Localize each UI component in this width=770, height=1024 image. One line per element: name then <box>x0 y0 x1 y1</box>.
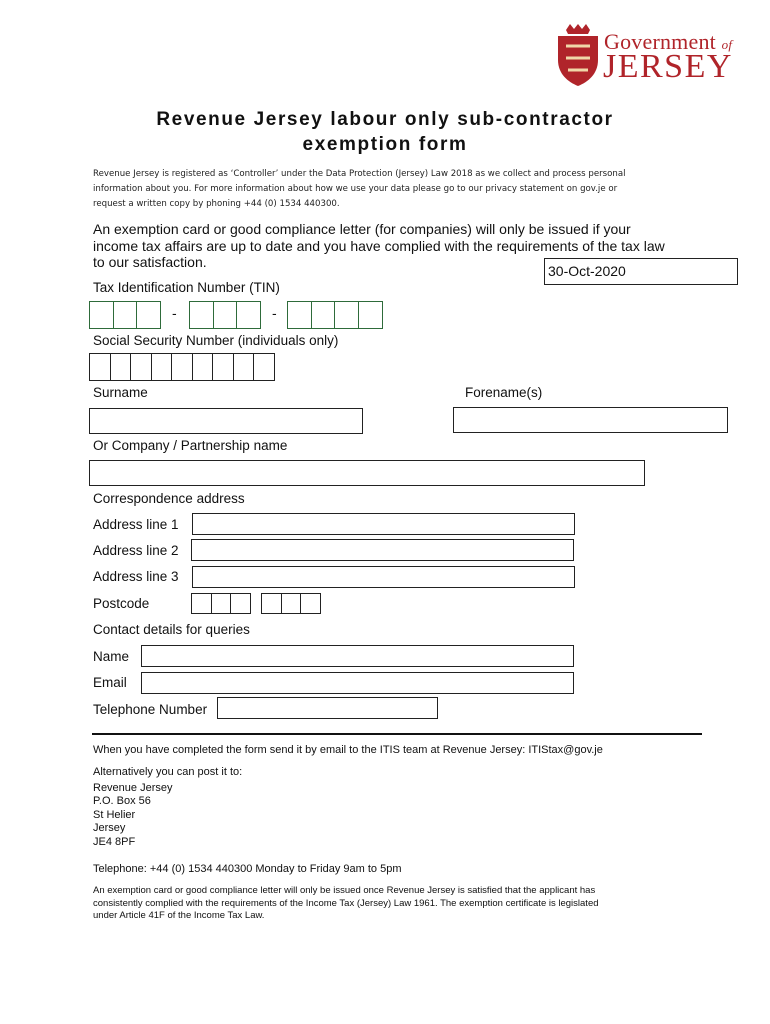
postcode-char-box[interactable] <box>281 593 302 614</box>
ssn-char-box[interactable] <box>151 353 173 381</box>
telephone-label: Telephone Number <box>93 702 208 717</box>
tin-digit-box[interactable] <box>358 301 383 329</box>
address-line3-label: Address line 3 <box>93 569 179 584</box>
postcode-part-2[interactable] <box>261 593 320 614</box>
ssn-char-box[interactable] <box>253 353 275 381</box>
name-field[interactable] <box>141 645 574 667</box>
tin-digit-box[interactable] <box>136 301 161 329</box>
postcode-char-box[interactable] <box>230 593 251 614</box>
tin-separator-1: - <box>172 305 177 321</box>
tin-digit-box[interactable] <box>287 301 312 329</box>
forename-field[interactable] <box>453 407 728 433</box>
intro-line-3: to our satisfaction. <box>93 254 207 270</box>
ssn-char-box[interactable] <box>89 353 111 381</box>
address-line: P.O. Box 56 <box>93 795 151 808</box>
email-field[interactable] <box>141 672 574 694</box>
tin-digit-box[interactable] <box>334 301 359 329</box>
note-line-3: under Article 41F of the Income Tax Law. <box>93 910 265 922</box>
postcode-char-box[interactable] <box>211 593 232 614</box>
address-line: Jersey <box>93 822 126 835</box>
postcode-char-box[interactable] <box>191 593 212 614</box>
note-line-1: An exemption card or good compliance letter will only be issued once Revenue Jersey is satisfied that the applicant has <box>93 885 596 896</box>
ssn-char-box[interactable] <box>212 353 234 381</box>
postcode-part-1[interactable] <box>191 593 250 614</box>
ssn-char-box[interactable] <box>130 353 152 381</box>
email-label: Email <box>93 675 127 690</box>
compliance-note <box>93 885 693 923</box>
date-value: 30-Oct-2020 <box>548 263 626 279</box>
date-field[interactable] <box>544 258 738 285</box>
address-line: St Helier <box>93 808 136 821</box>
company-name-field[interactable] <box>89 460 645 486</box>
tin-digit-box[interactable] <box>89 301 114 329</box>
title-line-1: Revenue Jersey labour only sub-contractor <box>156 109 614 130</box>
ssn-char-box[interactable] <box>192 353 214 381</box>
post-instruction: Alternatively you can post it to: <box>93 766 243 778</box>
postal-address <box>93 782 173 849</box>
address-line1-label: Address line 1 <box>93 517 179 532</box>
ssn-label: Social Security Number (individuals only) <box>93 333 339 348</box>
postcode-char-box[interactable] <box>300 593 321 614</box>
address-line2-field[interactable] <box>191 539 574 561</box>
tin-segment-1[interactable] <box>89 301 160 329</box>
telephone-field[interactable] <box>217 697 438 719</box>
privacy-line-3: request a written copy by phoning +44 (0) 1534 440300. <box>93 199 340 209</box>
privacy-line-1: Revenue Jersey is registered as ‘Controller’ under the Data Protection (Jersey) Law 2018 as we collect and process personal <box>93 169 626 179</box>
address-line: JE4 8PF <box>93 835 136 848</box>
forename-label: Forename(s) <box>465 385 543 400</box>
send-instruction: When you have completed the form send it by email to the ITIS team at Revenue Jersey: ITIStax@gov.je <box>93 744 603 756</box>
tin-separator-2: - <box>272 305 277 321</box>
privacy-notice <box>93 167 693 212</box>
telephone-info: Telephone: +44 (0) 1534 440300 Monday to Friday 9am to 5pm <box>93 863 402 875</box>
intro-line-1: An exemption card or good compliance letter (for companies) will only be issued if your <box>93 221 631 237</box>
tin-segment-2[interactable] <box>189 301 260 329</box>
title-line-2: exemption form <box>302 134 468 155</box>
tin-label: Tax Identification Number (TIN) <box>93 280 280 295</box>
tin-digit-box[interactable] <box>113 301 138 329</box>
tin-digit-box[interactable] <box>213 301 238 329</box>
ssn-char-box[interactable] <box>171 353 193 381</box>
surname-label: Surname <box>93 385 148 400</box>
tin-digit-box[interactable] <box>311 301 336 329</box>
jersey-crest-icon <box>556 24 600 88</box>
address-line2-label: Address line 2 <box>93 543 179 558</box>
name-label: Name <box>93 649 130 664</box>
section-divider <box>92 733 702 735</box>
page-title <box>0 107 770 157</box>
privacy-line-2: information about you. For more information about how we use your data please go to our privacy statement on gov.je or <box>93 184 618 194</box>
ssn-char-box[interactable] <box>110 353 132 381</box>
ssn-char-box[interactable] <box>233 353 255 381</box>
tin-digit-box[interactable] <box>189 301 214 329</box>
note-line-2: consistently complied with the requirements of the Income Tax (Jersey) Law 1961. The exemption certificate is legislated <box>93 897 599 909</box>
contact-heading: Contact details for queries <box>93 622 250 637</box>
address-line: Revenue Jersey <box>93 782 173 794</box>
postcode-label: Postcode <box>93 596 150 611</box>
address-heading: Correspondence address <box>93 491 245 506</box>
address-line1-field[interactable] <box>192 513 575 535</box>
surname-field[interactable] <box>89 408 363 434</box>
logo-jersey-text: JERSEY <box>603 48 733 85</box>
government-of-jersey-logo <box>552 22 742 90</box>
logo-government-text: Government of <box>604 29 733 54</box>
address-line3-field[interactable] <box>192 566 575 588</box>
intro-line-2: income tax affairs are up to date and you have complied with the requirements of the tax law <box>93 237 665 254</box>
company-label: Or Company / Partnership name <box>93 438 288 453</box>
postcode-char-box[interactable] <box>261 593 282 614</box>
ssn-input[interactable] <box>89 353 274 381</box>
tin-segment-3[interactable] <box>287 301 381 329</box>
tin-digit-box[interactable] <box>236 301 261 329</box>
